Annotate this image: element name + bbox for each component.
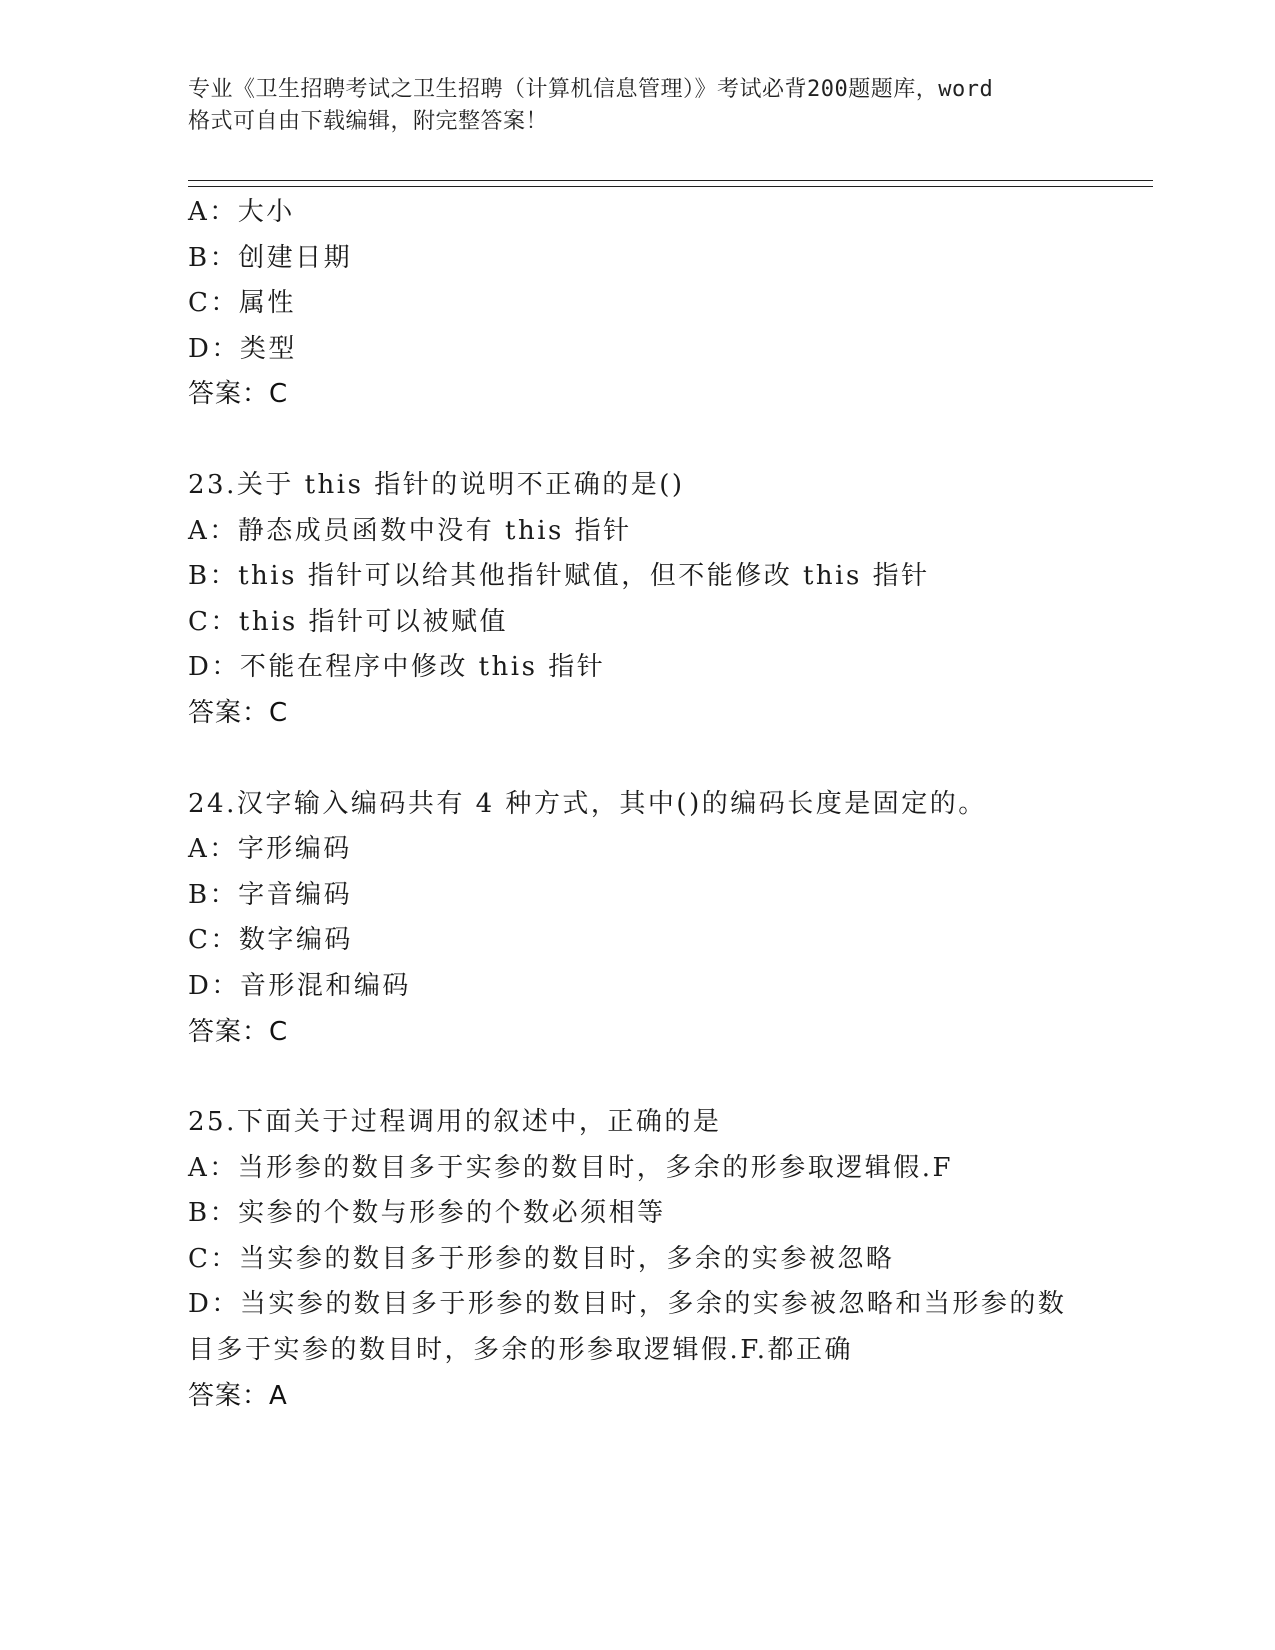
option-c: C：当实参的数目多于形参的数目时，多余的实参被忽略 [188,1243,895,1274]
block-spacer [188,418,1088,463]
document-header [188,74,1088,138]
option-a: A：大小 [188,197,295,227]
option-c: C：this 指针可以被赋值 [188,606,509,637]
option-c: C：数字编码 [188,925,353,956]
option-d: D：音形混和编码 [188,970,411,1001]
option-a: A：字形编码 [188,834,352,865]
answer-line: 答案：C [188,1016,289,1047]
option-a: A：静态成员函数中没有 this 指针 [188,515,632,546]
question-text: 25.下面关于过程调用的叙述中，正确的是 [188,1107,722,1138]
answer-line: 答案：C [188,697,289,728]
option-b: B：实参的个数与形参的个数必须相等 [188,1198,666,1229]
question-block-22 [188,190,1088,418]
option-d: D：不能在程序中修改 this 指针 [188,652,606,683]
option-b: B：字音编码 [188,879,353,910]
answer-line: 答案：A [188,1380,288,1411]
question-block-23 [188,463,1088,737]
question-list [188,190,1088,1419]
option-b: B：this 指针可以给其他指针赋值，但不能修改 this 指针 [188,561,930,592]
question-block-24 [188,782,1088,1056]
question-text: 23.关于 this 指针的说明不正确的是() [188,469,685,500]
header-divider [188,180,1153,187]
option-d: D：当实参的数目多于形参的数目时，多余的实参被忽略和当形参的数目多于实参的数目时，多余的形参取逻辑假.F.都正确 [188,1289,1067,1366]
option-c: C：属性 [188,288,296,319]
option-a: A：当形参的数目多于实参的数目时，多余的形参取逻辑假.F [188,1152,954,1183]
option-d: D：类型 [188,333,297,364]
option-b: B：创建日期 [188,242,353,273]
block-spacer [188,737,1088,782]
question-block-25 [188,1100,1088,1419]
block-spacer [188,1055,1088,1100]
answer-line: 答案：C [188,379,289,410]
question-text: 24.汉字输入编码共有 4 种方式，其中()的编码长度是固定的。 [188,788,987,819]
header-title-line-1: 专业《卫生招聘考试之卫生招聘（计算机信息管理）》考试必背200题题库，word [188,77,994,102]
header-title-line-2: 格式可自由下载编辑，附完整答案！ [188,109,549,134]
